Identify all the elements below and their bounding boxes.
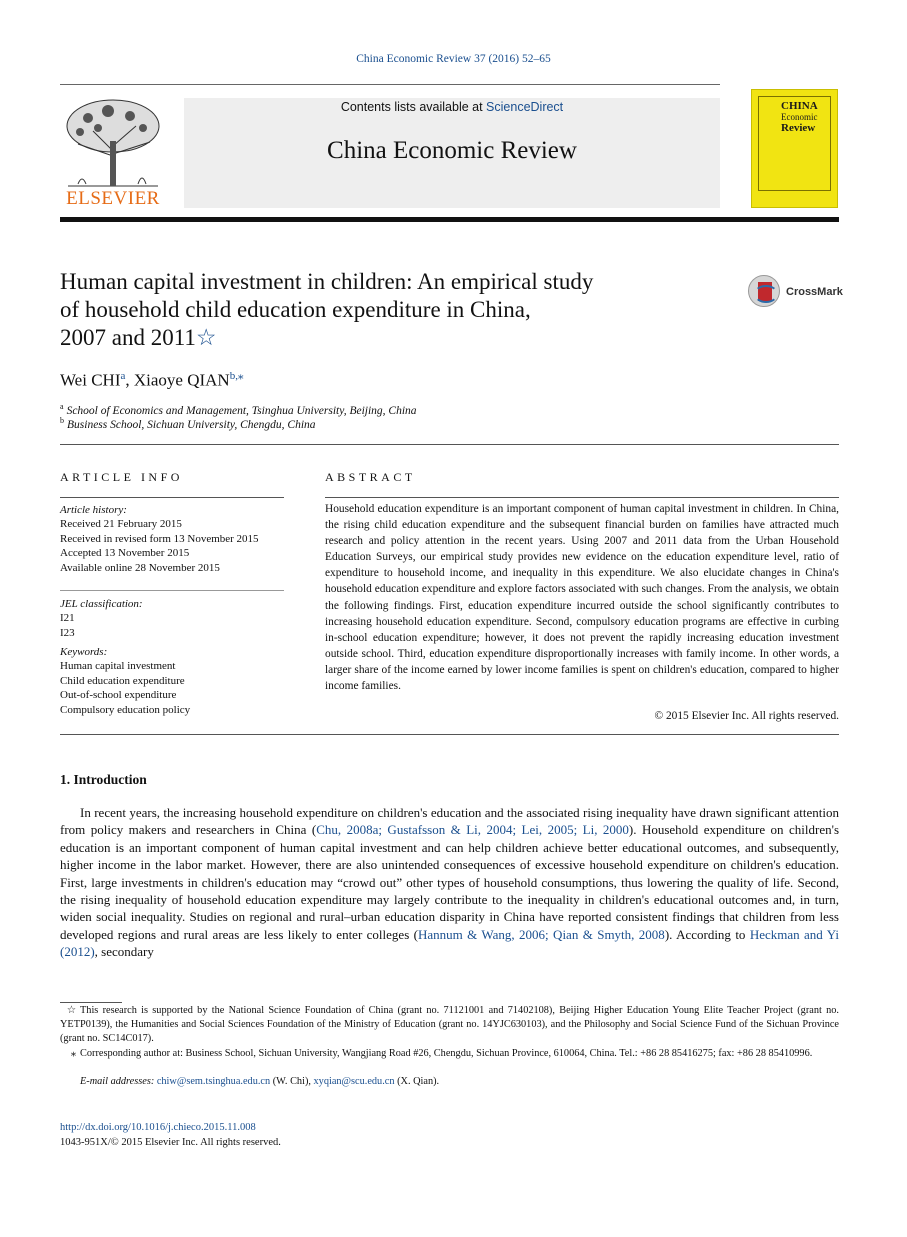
footnote-corresponding-text: Corresponding author at: Business School, Sichuan University, Wangjiang Road #26, Chengdu, Sichuan Province, 610064, China. Tel.: +86 28 85416275; fax: +86 28 85410996. <box>80 1048 813 1059</box>
section-divider <box>60 444 839 445</box>
footnote-rule <box>60 1002 122 1003</box>
footnote-funding <box>60 1004 839 1046</box>
article-title <box>60 268 700 352</box>
affiliation-b <box>60 416 316 431</box>
article-history <box>60 503 284 575</box>
affiliation-a-text: School of Economics and Management, Tsinghua University, Beijing, China <box>66 404 417 417</box>
email-label: E-mail addresses: <box>80 1076 155 1087</box>
introduction-heading: 1. Introduction <box>60 772 147 787</box>
contents-prefix: Contents lists available at <box>340 100 487 114</box>
keywords-label: Keywords: <box>60 646 108 658</box>
header-divider <box>60 84 720 85</box>
abstract-bottom-rule <box>60 734 839 735</box>
article-history-label: Article history: <box>60 504 127 516</box>
author-list <box>60 369 243 391</box>
history-revised: Received in revised form 13 November 2015 <box>60 532 259 545</box>
jel-classification <box>60 597 284 640</box>
article-info-rule-2 <box>60 590 284 591</box>
affiliation-b-text: Business School, Sichuan University, Chengdu, China <box>67 418 316 431</box>
footnote-funding-text: This research is supported by the National Science Foundation of China (grant no. 71121001 and 71402108), Beijing Higher Education Young Elite Teacher Project (grant no. YETP0139), the Humanities and Social Sciences Foundation of the Ministry of Education (grant no. 14YJC630103), and the Philosophy and Social Science Fund of the Sichuan Province (grant no. SC14C017). <box>60 1005 839 1044</box>
crossmark-badge[interactable] <box>748 275 848 309</box>
article-info-rule <box>60 497 284 498</box>
history-accepted: Accepted 13 November 2015 <box>60 547 190 560</box>
abstract-text: Household education expenditure is an important component of human capital investment in children. In China, the rising child education expenditure and the subsequent financial burden on families have attracted much research and policy attention in the recent years. Using 2007 and 2011 data from the Urban Household Education Surveys, our empirical study provides new evidence on the education expenditure level, ratio of expenditure to household income, and inequality in this expenditure. We also elucidate changes in China's household education expenditure and explore factors associated with such changes. From the analysis, we obtain the following findings. First, education expenditure incurred outside the school significantly contributes to increasing household education expenditure. Second, compulsory education programs are effective in curbing in-school education expenditure; however, it does not prevent the rapidly increasing education investment outside school. Third, education expenditure disproportionally increases with family income. In other words, a larger share of the income earned by lower income families is spent on children's education, compared to higher income families. <box>325 503 839 693</box>
introduction-paragraph <box>60 804 839 961</box>
author-1-affiliation[interactable]: a <box>120 370 126 382</box>
email-owner-chi: (W. Chi), <box>270 1076 314 1087</box>
citation-link[interactable]: Chu, 2008a; Gustafsson & Li, 2004; Lei, 2005; Li, 2000 <box>316 822 629 838</box>
keyword: Child education expenditure <box>60 674 185 687</box>
abstract-copyright: © 2015 Elsevier Inc. All rights reserved. <box>654 710 839 722</box>
elsevier-logo <box>58 96 168 210</box>
intro-text-3: ). According to <box>664 926 750 942</box>
jel-label: JEL classification: <box>60 598 143 610</box>
email-link-chi[interactable]: chiw@sem.tsinghua.edu.cn <box>156 1076 271 1087</box>
header-thick-rule <box>60 217 839 222</box>
history-online: Available online 28 November 2015 <box>60 561 220 574</box>
affiliation-b-mark: b <box>60 416 64 425</box>
keywords <box>60 645 284 717</box>
keyword: Compulsory education policy <box>60 703 191 716</box>
keyword: Human capital investment <box>60 660 176 673</box>
cover-text <box>781 101 818 134</box>
article-info-heading: ARTICLE INFO <box>60 470 183 484</box>
history-received: Received 21 February 2015 <box>60 518 182 531</box>
journal-title: China Economic Review <box>327 137 577 164</box>
cover-line2: Economic <box>781 112 818 122</box>
elsevier-wordmark: ELSEVIER <box>66 188 160 209</box>
title-line-3 <box>60 324 700 352</box>
keyword: Out-of-school expenditure <box>60 689 177 702</box>
footnote-star-mark: ☆ <box>66 1005 76 1016</box>
email-link-qian[interactable]: xyqian@scu.edu.cn <box>313 1076 395 1087</box>
jel-code: I21 <box>60 612 75 625</box>
contents-line <box>184 100 720 114</box>
abstract-heading: ABSTRACT <box>325 470 416 484</box>
intro-text-1: In recent years, the increasing household expenditure on children's education and the associated rising inequality have drawn significant attention from policy makers and researchers in China ( <box>60 805 839 838</box>
elsevier-tree-icon <box>58 96 168 188</box>
title-footnote-star[interactable]: ☆ <box>195 325 217 350</box>
citation-link[interactable]: Heckman and Yi (2012) <box>60 926 839 960</box>
author-2: Xiaoye QIAN <box>133 370 230 390</box>
jel-code: I23 <box>60 626 75 639</box>
citation-link[interactable]: Hannum & Wang, 2006; Qian & Smyth, 2008 <box>417 926 665 942</box>
doi-link[interactable]: http://dx.doi.org/10.1016/j.chieco.2015.11.008 <box>60 1122 256 1133</box>
crossmark-label: CrossMark <box>786 286 843 298</box>
cover-line1: CHINA <box>781 100 818 112</box>
author-1: Wei CHI <box>60 370 121 390</box>
journal-cover <box>751 89 838 208</box>
footnote-asterisk-mark: ⁎ <box>70 1048 76 1059</box>
title-line-3-text: 2007 and 2011 <box>60 325 196 350</box>
intro-text-2: ). Household expenditure on children's education is an important component of human capital investment and can help children achieve better educational outcomes, and subsequently, higher income in the labor market. However, there are also unintended consequences of excessive household expenditure on children's education. First, large investments in children's education may “crowd out” other types of household consumptions, thus lowering the quality of life. Second, the rising inequality of household education expenditure may largely contribute to the inequality in children's educational outcomes and, in turn, widen social inequality. Studies on regional and rural–urban education disparity in China have reported consistent findings that children from less developed regions and rural areas are less likely to enter colleges ( <box>60 822 840 942</box>
journal-citation[interactable]: China Economic Review 37 (2016) 52–65 <box>356 53 551 65</box>
title-line-2: of household child education expenditure in China, <box>60 297 531 322</box>
author-2-affiliation[interactable]: b,⁎ <box>229 370 244 382</box>
footnote-corresponding <box>60 1047 839 1061</box>
author-separator: , <box>125 370 134 390</box>
crossmark-icon <box>748 275 780 307</box>
cover-line3: Review <box>781 122 816 134</box>
email-owner-qian: (X. Qian). <box>394 1076 440 1087</box>
issn-copyright: 1043-951X/© 2015 Elsevier Inc. All rights reserved. <box>60 1137 281 1148</box>
intro-text-4: , secondary <box>94 944 154 960</box>
affiliation-a-mark: a <box>60 402 64 411</box>
sciencedirect-link[interactable]: ScienceDirect <box>486 100 564 114</box>
cover-frame <box>758 96 831 191</box>
abstract-rule <box>325 497 839 498</box>
footnote-emails <box>60 1075 839 1089</box>
affiliation-a <box>60 402 417 417</box>
title-line-1: Human capital investment in children: An empirical study <box>60 269 594 294</box>
